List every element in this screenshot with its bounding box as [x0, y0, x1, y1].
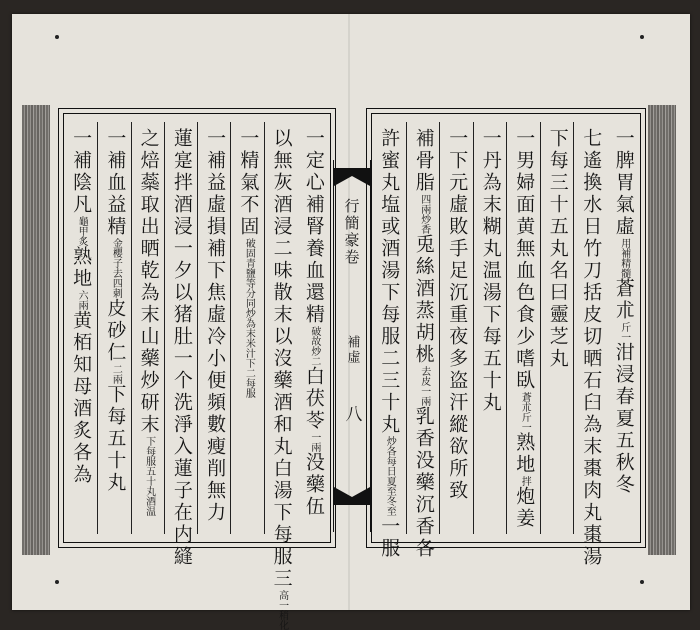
- annotation-text: 龜甲: [76, 216, 88, 236]
- annotation-text: 高一: [276, 590, 288, 610]
- column-text: [204, 128, 227, 524]
- annotation-text: 熟地: [70, 246, 93, 290]
- annotation-text: 四兩: [418, 194, 430, 214]
- annotation-text: 炒香: [418, 214, 430, 234]
- annotation-text: 泔浸春夏五秋冬: [612, 342, 635, 496]
- column-text: [414, 128, 433, 560]
- bleed-through-right: [648, 105, 676, 555]
- bleed-through-left: [22, 105, 50, 555]
- annotation-text: 炒二: [308, 346, 320, 366]
- upper-fishtail-icon: [334, 168, 370, 188]
- annotation-text: 下每五十丸: [104, 384, 127, 494]
- annotation-text: 炮姜: [513, 486, 536, 530]
- text-column: [406, 122, 441, 560]
- main-text: 一定心補腎養血還精: [302, 128, 325, 326]
- annotation-text: 用補: [618, 238, 630, 258]
- annotation-text: 斤一: [618, 322, 630, 342]
- main-text: 一丹為末糊丸温湯下每五十丸: [479, 128, 502, 414]
- column-text: [446, 128, 469, 502]
- main-text: 一男婦面黄無血色食少嗜臥: [513, 128, 536, 392]
- main-text: 下每三十五丸名曰靈芝丸: [546, 128, 569, 370]
- text-column: [97, 122, 131, 534]
- text-column: [264, 122, 298, 630]
- main-text: 七遙換水日竹刀括皮切晒石臼為末棗肉丸棗湯: [580, 128, 603, 568]
- text-column: [607, 122, 641, 534]
- column-text: [513, 128, 536, 530]
- annotation-text: 六兩: [76, 290, 88, 310]
- column-text: [139, 128, 158, 516]
- annotation-text: 乳香没藥沉香各: [412, 406, 435, 560]
- text-column: [473, 122, 508, 534]
- text-column: [64, 122, 97, 534]
- annotation-text: 金櫻子: [110, 238, 122, 268]
- main-text: 一下元虛敗手足沉重夜多盗汗縱欲所致: [446, 128, 469, 502]
- annotation-text: 兎絲酒蒸胡桃: [412, 234, 435, 366]
- main-text: 一補血益精: [104, 128, 127, 238]
- annotation-text: 拌: [519, 476, 531, 486]
- column-text: [481, 128, 500, 414]
- annotation-text: 炒各: [384, 436, 396, 456]
- annotation-text: 蒼朮: [612, 278, 635, 322]
- main-text: 蓮寔拌酒浸一夕以猪肚一个洗淨入蓮子在内縫: [170, 128, 193, 568]
- binding-hole: [55, 580, 59, 584]
- column-text: [548, 128, 567, 370]
- column-text: [104, 128, 127, 494]
- annotation-text: 斤一: [519, 412, 531, 432]
- text-column: [573, 122, 608, 568]
- annotation-text: 二兩: [110, 364, 122, 384]
- annotation-text: 去皮一兩: [418, 366, 430, 406]
- annotation-text: 下每服五十: [143, 436, 155, 486]
- annotation-text: 蒼朮: [519, 392, 531, 412]
- right-page-columns: [371, 113, 641, 568]
- main-text: 一精氣不固: [237, 128, 260, 238]
- text-column: [506, 122, 541, 534]
- column-text: [614, 128, 633, 496]
- main-text: 補骨脂: [412, 128, 435, 194]
- annotation-text: 炙: [76, 236, 88, 246]
- annotation-text: 破固青鹽等分同炒為末米汁下: [243, 238, 255, 368]
- annotation-text: 熟地: [513, 432, 536, 476]
- main-text: 以無灰酒浸二味散末以沒藥酒和丸白湯下每服三: [270, 128, 293, 590]
- book-title: 行簡豪卷: [342, 198, 361, 266]
- text-column: [197, 122, 231, 534]
- left-page-frame: [58, 108, 336, 630]
- text-column: [372, 122, 406, 560]
- annotation-text: 稍化: [276, 610, 288, 630]
- column-text: [580, 128, 603, 568]
- annotation-text: 没藥伍: [302, 452, 325, 518]
- column-text: [172, 128, 191, 568]
- column-text: [378, 128, 401, 560]
- section-label: 補虛: [344, 335, 360, 365]
- annotation-text: 丸酒温: [143, 486, 155, 516]
- annotation-text: 去四刺: [110, 268, 122, 298]
- left-page-columns: [63, 113, 331, 630]
- text-column: [540, 122, 575, 534]
- annotation-text: 每日夏至冬至: [384, 456, 396, 516]
- text-column: [131, 122, 165, 534]
- annotation-text: 精髓: [618, 258, 630, 278]
- annotation-text: 破故: [308, 326, 320, 346]
- main-text: 之焙蘂取出晒乾為末山藥炒研末: [137, 128, 160, 436]
- page-number: 八: [341, 405, 362, 422]
- main-text: 一補陰凡: [70, 128, 93, 216]
- annotation-text: 一服: [378, 516, 401, 560]
- annotation-text: 黄栢知母酒炙各為: [70, 310, 93, 486]
- binding-hole: [640, 580, 644, 584]
- text-column: [230, 122, 264, 534]
- binding-hole: [55, 35, 59, 39]
- lower-fishtail-icon: [334, 485, 370, 505]
- main-text: 許蜜丸塩或酒湯下每服二三十丸: [378, 128, 401, 436]
- column-text: [272, 128, 291, 630]
- column-text: [304, 128, 323, 518]
- main-text: 一補益虛損補下焦虛冷小便頻數瘦削無力: [204, 128, 227, 524]
- text-column: [439, 122, 474, 534]
- binding-hole: [640, 35, 644, 39]
- right-page-frame: [366, 108, 646, 568]
- column-text: [70, 128, 93, 486]
- text-column: [164, 122, 198, 568]
- column-text: [237, 128, 260, 398]
- annotation-text: 二每服: [243, 368, 255, 398]
- annotation-text: 一兩: [308, 432, 320, 452]
- annotation-text: 皮砂仁: [104, 298, 127, 364]
- main-text: 一脾胃氣虛: [612, 128, 635, 238]
- annotation-text: 白茯苓: [302, 366, 325, 432]
- text-column: [297, 122, 330, 534]
